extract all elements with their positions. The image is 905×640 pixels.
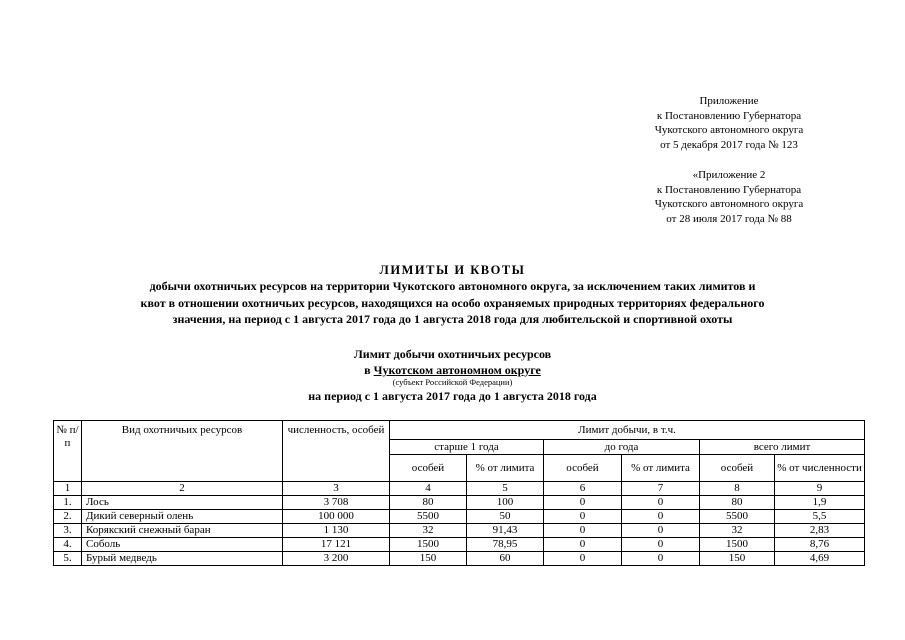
under-1-heads: 0	[544, 538, 622, 552]
region-name: Чукотском автономном округе	[373, 362, 541, 377]
table-row	[54, 496, 865, 510]
over-1-heads: 5500	[390, 510, 467, 524]
header-population: численность, особей	[283, 421, 390, 482]
population-value: 17 121	[283, 538, 390, 552]
limit-heading-region-line	[30, 362, 875, 378]
header-total-limit: всего лимит	[700, 440, 865, 455]
table-row	[54, 524, 865, 538]
over-1-pct: 60	[467, 552, 544, 566]
column-number: 2	[82, 482, 283, 496]
annex-line: Приложение	[699, 95, 759, 107]
document-title-block	[30, 262, 875, 404]
row-number: 5.	[54, 552, 82, 566]
over-1-heads: 32	[390, 524, 467, 538]
under-1-heads: 0	[544, 510, 622, 524]
over-1-pct: 100	[467, 496, 544, 510]
under-1-pct: 0	[622, 538, 700, 552]
column-number: 7	[622, 482, 700, 496]
column-number: 4	[390, 482, 467, 496]
annex-2-line: к Постановлению Губернатора	[656, 183, 802, 196]
header-species: Вид охотничьих ресурсов	[82, 421, 283, 482]
period-line: на период с 1 августа 2017 года до 1 августа 2018 года	[308, 388, 597, 403]
species-name: Соболь	[82, 538, 283, 552]
annex-line: от 5 декабря 2017 года № 123	[660, 138, 798, 151]
total-heads: 80	[700, 496, 775, 510]
annex-line: к Постановлению Губернатора	[656, 109, 802, 122]
title-line: добычи охотничьих ресурсов на территории Чукотского автономного округа, за исключением таких лимитов и	[149, 279, 756, 293]
subject-note: (субъект Российской Федерации)	[392, 376, 513, 387]
table-row	[54, 552, 865, 566]
under-1-pct: 0	[622, 524, 700, 538]
header-heads: особей	[700, 455, 775, 482]
table-row	[54, 510, 865, 524]
table-row	[54, 538, 865, 552]
under-1-pct: 0	[622, 510, 700, 524]
header-heads: особей	[544, 455, 622, 482]
annex-2-header	[629, 168, 829, 226]
population-value: 3 200	[283, 552, 390, 566]
title-line: значения, на период с 1 августа 2017 года до 1 августа 2018 года для любительской и спортивной охоты	[172, 312, 733, 326]
header-num: № п/п	[54, 421, 82, 482]
total-pct: 5,5	[775, 510, 865, 524]
total-pct: 4,69	[775, 552, 865, 566]
header-limit-group: Лимит добычи, в т.ч.	[390, 421, 865, 440]
total-heads: 1500	[700, 538, 775, 552]
header-over-1-year: старше 1 года	[390, 440, 544, 455]
annex-2-line: «Приложение 2	[692, 169, 766, 181]
column-number: 1	[54, 482, 82, 496]
total-heads: 150	[700, 552, 775, 566]
annex-2-line: Чукотского автономного округа	[654, 198, 804, 210]
limits-table	[53, 420, 865, 566]
species-name: Лось	[82, 496, 283, 510]
limit-heading-line: Лимит добычи охотничьих ресурсов	[353, 346, 552, 361]
species-name: Дикий северный олень	[82, 510, 283, 524]
over-1-heads: 150	[390, 552, 467, 566]
row-number: 3.	[54, 524, 82, 538]
population-value: 100 000	[283, 510, 390, 524]
total-heads: 5500	[700, 510, 775, 524]
column-number: 9	[775, 482, 865, 496]
annex-line: Чукотского автономного округа	[654, 124, 804, 136]
limit-heading	[30, 346, 875, 404]
total-pct: 1,9	[775, 496, 865, 510]
under-1-heads: 0	[544, 552, 622, 566]
species-name: Корякский снежный баран	[82, 524, 283, 538]
column-number: 5	[467, 482, 544, 496]
title-line: квот в отношении охотничьих ресурсов, находящихся на особо охраняемых природных территориях федерального	[140, 295, 765, 310]
under-1-pct: 0	[622, 552, 700, 566]
over-1-pct: 78,95	[467, 538, 544, 552]
total-pct: 8,76	[775, 538, 865, 552]
under-1-pct: 0	[622, 496, 700, 510]
annex-header	[629, 94, 829, 152]
document-title: ЛИМИТЫ И КВОТЫ	[379, 263, 526, 277]
population-value: 1 130	[283, 524, 390, 538]
over-1-heads: 80	[390, 496, 467, 510]
row-number: 1.	[54, 496, 82, 510]
total-heads: 32	[700, 524, 775, 538]
column-number: 6	[544, 482, 622, 496]
row-number: 2.	[54, 510, 82, 524]
header-pct-limit: % от лимита	[467, 455, 544, 482]
column-number: 3	[283, 482, 390, 496]
header-pct-population: % от численности	[775, 455, 865, 482]
population-value: 3 708	[283, 496, 390, 510]
header-pct-limit: % от лимита	[622, 455, 700, 482]
column-number-row	[54, 482, 865, 496]
under-1-heads: 0	[544, 496, 622, 510]
header-heads: особей	[390, 455, 467, 482]
column-number: 8	[700, 482, 775, 496]
total-pct: 2,83	[775, 524, 865, 538]
row-number: 4.	[54, 538, 82, 552]
species-name: Бурый медведь	[82, 552, 283, 566]
over-1-pct: 50	[467, 510, 544, 524]
annex-2-line: от 28 июля 2017 года № 88	[666, 212, 792, 225]
under-1-heads: 0	[544, 524, 622, 538]
header-under-1-year: до года	[544, 440, 700, 455]
over-1-pct: 91,43	[467, 524, 544, 538]
region-prefix: в	[364, 362, 374, 377]
over-1-heads: 1500	[390, 538, 467, 552]
